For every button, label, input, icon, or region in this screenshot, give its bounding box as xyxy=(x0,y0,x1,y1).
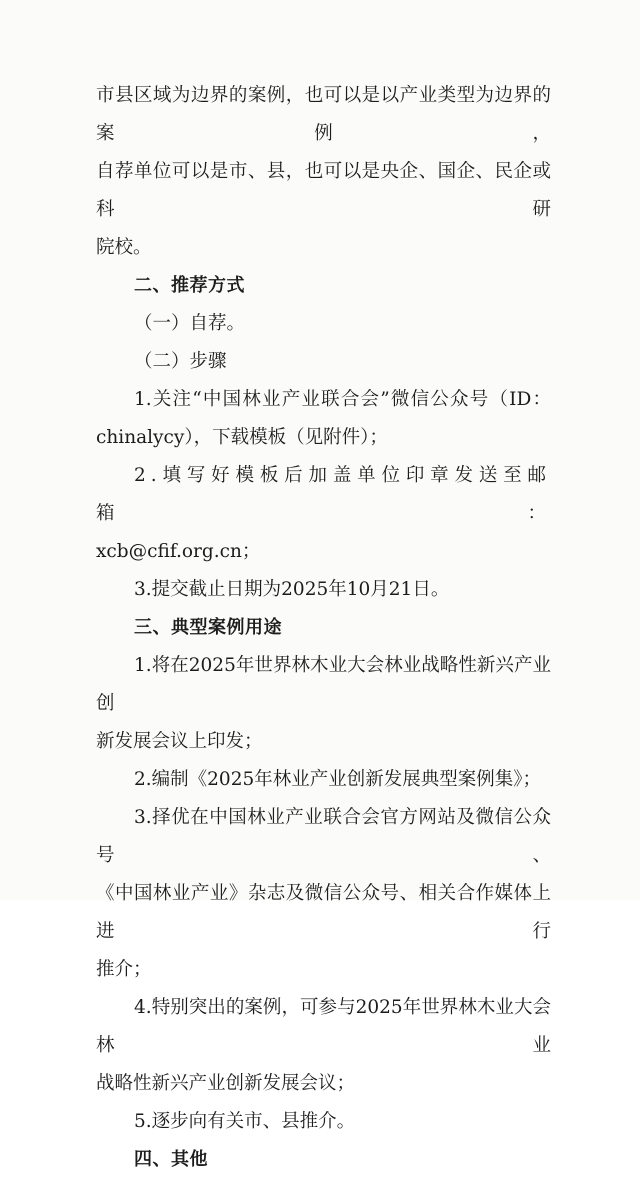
use-item-5: 5.逐步向有关市、县推介。 xyxy=(134,1111,356,1132)
document-body xyxy=(96,77,551,1179)
section-heading-recommendation: 二、推荐方式 xyxy=(134,275,245,296)
use-item-3-line: 《中国林业产业》杂志及微信公众号、相关合作媒体上进行 xyxy=(96,883,551,942)
section-heading-other: 四、其他 xyxy=(134,1149,208,1170)
paragraph-line: 院校。 xyxy=(96,237,152,258)
use-item-4-line: 战略性新兴产业创新发展会议； xyxy=(96,1073,356,1094)
email-address: xcb@cfif.org.cn； xyxy=(96,541,261,562)
use-item-3-line: 3.择优在中国林业产业联合会官方网站及微信公众号、 xyxy=(96,807,551,866)
step-1-line: 1.关注“中国林业产业联合会”微信公众号（ID： xyxy=(134,389,551,410)
use-item-2: 2.编制《2025年林业产业创新发展典型案例集》； xyxy=(134,769,541,790)
paragraph-line: 市县区域为边界的案例，也可以是以产业类型为边界的案例， xyxy=(96,85,551,144)
subsection-steps: （二）步骤 xyxy=(134,351,227,372)
step-1-line: chinalycy），下载模板（见附件）； xyxy=(96,427,388,448)
paragraph-line: 自荐单位可以是市、县，也可以是央企、国企、民企或科研 xyxy=(96,161,551,220)
use-item-1-line: 新发展会议上印发； xyxy=(96,731,263,752)
step-3-deadline: 3.提交截止日期为2025年10月21日。 xyxy=(134,579,450,600)
use-item-4-line: 4.特别突出的案例，可参与2025年世界林木业大会林业 xyxy=(96,997,551,1056)
subsection-self-recommend: （一）自荐。 xyxy=(134,313,246,334)
use-item-3-line: 推介； xyxy=(96,959,152,980)
section-heading-uses: 三、典型案例用途 xyxy=(134,617,282,638)
step-2-line: 2.填写好模板后加盖单位印章发送至邮箱： xyxy=(96,465,551,524)
use-item-1-line: 1.将在2025年世界林木业大会林业战略性新兴产业创 xyxy=(96,655,551,714)
